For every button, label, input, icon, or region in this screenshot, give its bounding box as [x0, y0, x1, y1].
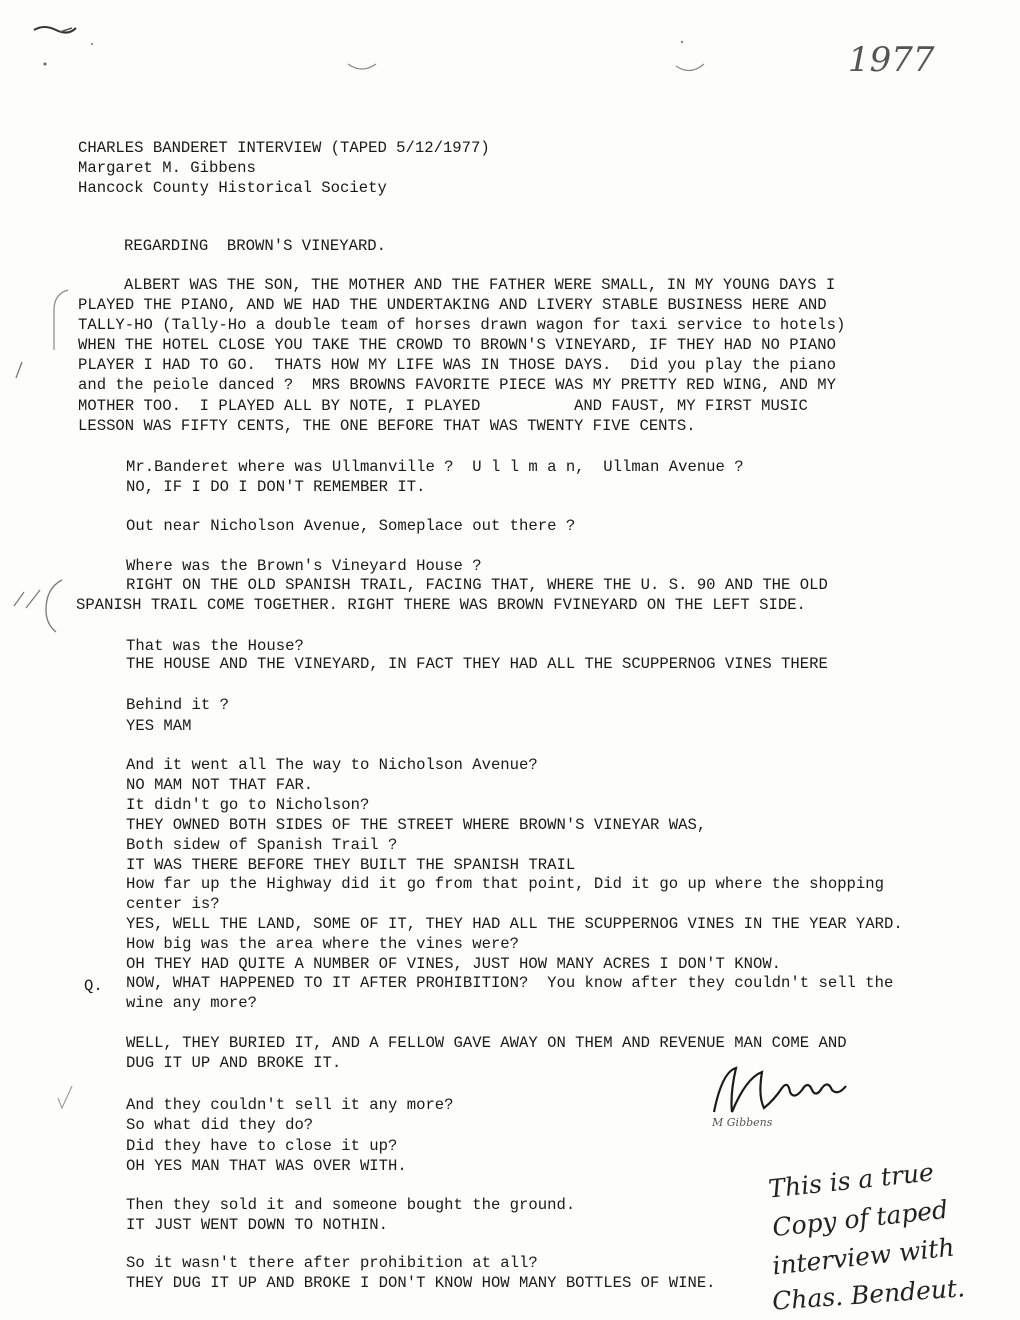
- dialogue-line: NO MAM NOT THAT FAR.: [126, 776, 314, 794]
- header-title: CHARLES BANDERET INTERVIEW (TAPED 5/12/1977): [78, 139, 490, 157]
- header-interviewer: Margaret M. Gibbens: [78, 159, 256, 177]
- paragraph-line: PLAYED THE PIANO, AND WE HAD THE UNDERTAKING AND LIVERY STABLE BUSINESS HERE AND: [78, 296, 827, 314]
- dialogue-line: Behind it ?: [126, 696, 229, 714]
- certification-line: Chas. Bendeut.: [771, 1273, 966, 1316]
- dialogue-line: YES, WELL THE LAND, SOME OF IT, THEY HAD ALL THE SCUPPERNOG VINES IN THE YEAR YARD.: [126, 915, 903, 933]
- dialogue-line: Did they have to close it up?: [126, 1137, 398, 1155]
- paragraph-line: LESSON WAS FIFTY CENTS, THE ONE BEFORE THAT WAS TWENTY FIVE CENTS.: [78, 417, 696, 435]
- dialogue-line: That was the House?: [126, 637, 304, 655]
- dialogue-line: NOW, WHAT HAPPENED TO IT AFTER PROHIBITION? You know after they couldn't sell the: [126, 974, 894, 992]
- certification-line: interview with: [770, 1232, 956, 1281]
- dialogue-line: WELL, THEY BURIED IT, AND A FELLOW GAVE AWAY ON THEM AND REVENUE MAN COME AND: [126, 1034, 847, 1052]
- dialogue-line: How big was the area where the vines were?: [126, 935, 520, 953]
- signature: M Gibbens: [712, 1116, 773, 1129]
- margin-q-label: Q.: [84, 977, 103, 995]
- dialogue-line: YES MAM: [126, 717, 192, 735]
- dialogue-line: THEY OWNED BOTH SIDES OF THE STREET WHERE BROWN'S VINEYAR WAS,: [126, 816, 707, 834]
- dialogue-line: THE HOUSE AND THE VINEYARD, IN FACT THEY HAD ALL THE SCUPPERNOG VINES THERE: [126, 655, 828, 673]
- dialogue-line: center is?: [126, 895, 220, 913]
- dialogue-line: SPANISH TRAIL COME TOGETHER. RIGHT THERE WAS BROWN FVINEYARD ON THE LEFT SIDE.: [76, 596, 806, 614]
- dialogue-line: IT JUST WENT DOWN TO NOTHIN.: [126, 1216, 389, 1234]
- dialogue-line: Where was the Brown's Vineyard House ?: [126, 557, 482, 575]
- dialogue-line: Then they sold it and someone bought the ground.: [126, 1196, 576, 1214]
- certification-line: Copy of taped: [770, 1194, 950, 1243]
- dialogue-line: So what did they do?: [126, 1116, 314, 1134]
- dialogue-line: Both sidew of Spanish Trail ?: [126, 836, 398, 854]
- dialogue-line: Mr.Banderet where was Ullmanville ? U l l m a n, Ullman Avenue ?: [126, 458, 744, 476]
- dialogue-line: Out near Nicholson Avenue, Someplace out there ?: [126, 517, 576, 535]
- section-title: REGARDING BROWN'S VINEYARD.: [124, 237, 387, 255]
- paragraph-line: PLAYER I HAD TO GO. THATS HOW MY LIFE WAS IN THOSE DAYS. Did you play the piano: [78, 356, 836, 374]
- dialogue-line: And it went all The way to Nicholson Avenue?: [126, 756, 538, 774]
- dialogue-line: It didn't go to Nicholson?: [126, 796, 370, 814]
- paragraph-line: MOTHER TOO. I PLAYED ALL BY NOTE, I PLAYED AND FAUST, MY FIRST MUSIC: [78, 397, 808, 415]
- dialogue-line: IT WAS THERE BEFORE THEY BUILT THE SPANISH TRAIL: [126, 856, 576, 874]
- paragraph-line: and the peiole danced ? MRS BROWNS FAVORITE PIECE WAS MY PRETTY RED WING, AND MY: [78, 376, 836, 394]
- archive-number: 1977: [848, 40, 935, 80]
- margin-bracket-marks: [0, 280, 80, 1140]
- dialogue-line: And they couldn't sell it any more?: [126, 1096, 454, 1114]
- dialogue-line: OH YES MAN THAT WAS OVER WITH.: [126, 1157, 407, 1175]
- dialogue-line: DUG IT UP AND BROKE IT.: [126, 1054, 342, 1072]
- paragraph-line: ALBERT WAS THE SON, THE MOTHER AND THE FATHER WERE SMALL, IN MY YOUNG DAYS I: [124, 276, 836, 294]
- paragraph-line: TALLY-HO (Tally-Ho a double team of horses drawn wagon for taxi service to hotels): [78, 316, 846, 334]
- dialogue-line: OH THEY HAD QUITE A NUMBER OF VINES, JUST HOW MANY ACRES I DON'T KNOW.: [126, 955, 782, 973]
- dialogue-line: How far up the Highway did it go from that point, Did it go up where the shopping: [126, 875, 884, 893]
- paragraph-line: WHEN THE HOTEL CLOSE YOU TAKE THE CROWD TO BROWN'S VINEYARD, IF THEY HAD NO PIANO: [78, 336, 836, 354]
- dialogue-line: wine any more?: [126, 994, 258, 1012]
- dialogue-line: RIGHT ON THE OLD SPANISH TRAIL, FACING THAT, WHERE THE U. S. 90 AND THE OLD: [126, 576, 828, 594]
- dialogue-line: So it wasn't there after prohibition at all?: [126, 1254, 538, 1272]
- certification-line: This is a true: [766, 1157, 936, 1204]
- dialogue-line: NO, IF I DO I DON'T REMEMBER IT.: [126, 478, 426, 496]
- dialogue-line: THEY DUG IT UP AND BROKE I DON'T KNOW HOW MANY BOTTLES OF WINE.: [126, 1274, 716, 1292]
- header-organization: Hancock County Historical Society: [78, 179, 387, 197]
